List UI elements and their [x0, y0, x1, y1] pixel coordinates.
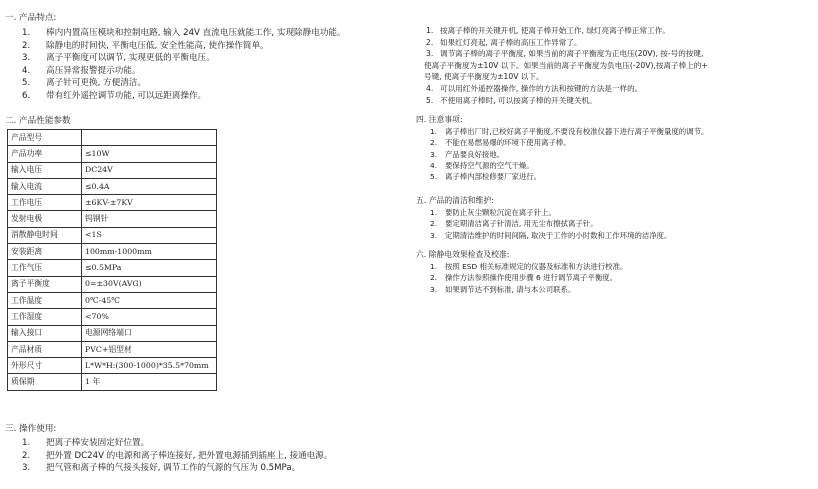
usage-item-3: 3. 把气管和离子棒的气接头接好, 调节工作的气源的气压为 0.5MPa。 — [22, 463, 301, 473]
usage-cont-item-4: 4. 可以用红外遥控器操作, 操作的方法和按键的方法是一样的。 — [426, 83, 643, 93]
specs-table-body — [8, 130, 217, 391]
usage-cont-item-3: 3. 调节离子棒的离子平衡度, 如果当前的离子平衡度为正电压(20V), 按-号的按键, — [426, 49, 704, 59]
usage-cont-item-1: 1. 按离子棒的开关键开机, 使离子棒开始工作, 绿灯亮离子棒正常工作。 — [426, 26, 670, 35]
table-row — [8, 325, 217, 341]
spec-key: 质保期 — [8, 374, 82, 390]
spec-value: 100mm-1000mm — [82, 244, 217, 260]
cleaning-item-3: 3. 定期清洁维护的时间间隔, 取决于工作的小时数和工作环境的洁净度。 — [430, 230, 672, 240]
spec-value: ≤0.5MPa — [82, 260, 217, 276]
spec-key: 工作温度 — [8, 292, 82, 308]
spec-key: 产品型号 — [8, 130, 82, 146]
notes-item-1: 1. 离子棒出厂时,已校好离子平衡度,不要没有校准仪器下进行离子平衡量度的调节。 — [430, 127, 709, 136]
spec-value: 1 年 — [82, 374, 217, 390]
features-item-2: 2. 除静电的时间快, 平衡电压低, 安全性能高, 使作操作简单。 — [22, 40, 269, 51]
table-row — [8, 211, 217, 227]
usage-item-2: 2. 把外置 DC24V 的电源和离子棒连接好, 把外置电源插到插座上, 接通电源。 — [22, 450, 333, 461]
table-row — [8, 244, 217, 260]
usage-cont-wrap-1: 使离子平衡度为±10V 以下。如果当前的离子平衡度为负电压(-20V),按离子棒上的+ — [424, 60, 708, 70]
spec-key: 输入电压 — [8, 162, 82, 178]
notes-item-3: 3. 产品要良好接地。 — [430, 149, 505, 159]
spec-value: 0=±30V(AVG) — [82, 276, 217, 292]
inspection-item-1: 1. 按照 ESD 相关标准规定的仪器及标准和方法进行校准。 — [430, 262, 628, 271]
usage-cont-wrap-2: 号键, 使离子平衡度为±10V 以下。 — [424, 72, 544, 82]
usage-cont-item-5: 5. 不使用离子棒时, 可以按离子棒的开关键关机。 — [426, 95, 597, 105]
features-item-1: 1. 棒内内置高压模块和控制电路, 输入 24V 直流电压就能工作, 实现除静电功能。 — [22, 28, 346, 38]
spec-key: 安装距离 — [8, 244, 82, 260]
table-row — [8, 178, 217, 194]
spec-value: <70% — [82, 309, 217, 325]
features-item-3: 3. 离子平衡度可以调节, 实现更低的平衡电压。 — [22, 53, 215, 63]
features-heading: 一. 产品特点: — [5, 13, 57, 23]
spec-value: L*W*H:(300-1000)*35.5*70mm — [82, 358, 217, 374]
specs-table-wrap — [5, 129, 217, 391]
spec-key: 消散静电时间 — [8, 227, 82, 243]
spec-value: <1S — [82, 227, 217, 243]
features-item-5: 5. 离子针可更换, 方便清洁。 — [22, 78, 146, 88]
table-row — [8, 358, 217, 374]
spec-key: 工作气压 — [8, 260, 82, 276]
specs-table — [7, 129, 217, 391]
notes-heading: 四. 注意事项: — [416, 115, 463, 124]
inspection-item-3: 3. 如果调节达不到标准, 请与本公司联系。 — [430, 284, 576, 294]
spec-value: 钨钢针 — [82, 211, 217, 227]
notes-section — [414, 114, 708, 182]
usage-cont-item-2: 2. 如果红灯亮起, 离子棒的高压工作异常了。 — [426, 37, 582, 47]
spec-value: 0℃-45℃ — [82, 292, 217, 308]
spec-key: 离子平衡度 — [8, 276, 82, 292]
spec-value: 电源网络端口 — [82, 325, 217, 341]
table-row — [8, 195, 217, 211]
table-row — [8, 276, 217, 292]
specs-heading: 二. 产品性能参数 — [5, 116, 71, 126]
table-row — [8, 260, 217, 276]
features-item-6: 6. 带有红外遥控调节功能, 可以远距离操作。 — [22, 90, 207, 101]
spec-key: 输入接口 — [8, 325, 82, 341]
cleaning-section — [414, 195, 671, 241]
table-row — [8, 162, 217, 178]
spec-value: ±6KV-±7KV — [82, 195, 217, 211]
usage-heading: 三. 操作使用: — [5, 424, 57, 434]
table-row — [8, 146, 217, 162]
inspection-heading: 六. 除静电效果检查及校准: — [416, 250, 510, 259]
table-row — [8, 130, 217, 146]
spec-value — [82, 130, 217, 146]
spec-key: 输入电流 — [8, 178, 82, 194]
features-list — [5, 27, 346, 102]
inspection-section — [414, 249, 627, 295]
spec-value: DC24V — [82, 162, 217, 178]
usage-list — [5, 437, 332, 475]
inspection-item-2: 2. 操作方法参照操作使用步骤 6 进行调节离子平衡度。 — [430, 273, 617, 283]
table-row — [8, 309, 217, 325]
spec-value: ≤0.4A — [82, 178, 217, 194]
spec-key: 工作电压 — [8, 195, 82, 211]
spec-key: 发射电极 — [8, 211, 82, 227]
table-row — [8, 374, 217, 390]
notes-item-2: 2. 不能在易燃易爆的环境下使用离子棒。 — [430, 138, 571, 148]
spec-value: PVC+铝型材 — [82, 341, 217, 357]
cleaning-item-1: 1. 要防止灰尘颗粒沉淀在离子针上。 — [430, 208, 556, 217]
table-row — [8, 292, 217, 308]
cleaning-item-2: 2. 要定期清洁离子针清洁, 用无尘布擦拭离子针。 — [430, 219, 598, 229]
spec-value: ≤10W — [82, 146, 217, 162]
features-item-4: 4. 高压异常报警提示功能。 — [22, 65, 141, 76]
table-row — [8, 227, 217, 243]
notes-item-4: 4. 要保持空气源的空气干燥。 — [430, 160, 534, 170]
notes-item-5: 5. 离子棒内部检修要厂家进行。 — [430, 172, 542, 182]
spec-key: 产品材质 — [8, 341, 82, 357]
spec-key: 工作湿度 — [8, 309, 82, 325]
spec-key: 产品功率 — [8, 146, 82, 162]
usage-item-1: 1. 把离子棒安装固定好位置。 — [22, 438, 150, 448]
table-row — [8, 341, 217, 357]
usage-cont-list — [424, 25, 708, 106]
cleaning-heading: 五. 产品的清洁和维护: — [416, 196, 494, 205]
spec-key: 外形尺寸 — [8, 358, 82, 374]
